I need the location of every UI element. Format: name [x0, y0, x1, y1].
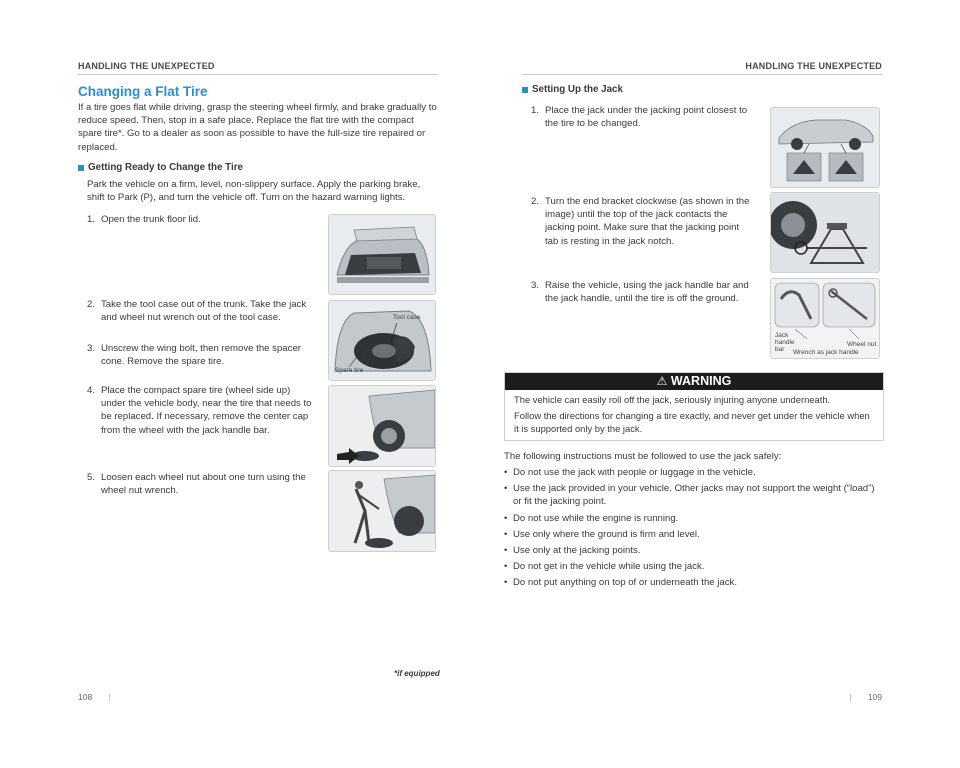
- list-item: • Do not use while the engine is running.: [504, 512, 679, 524]
- step-number: 3.: [531, 280, 540, 291]
- wheel-nut-label: Wheel nut: [847, 341, 877, 348]
- list-item: • Use only where the ground is firm and level.: [504, 528, 700, 540]
- wrench-label: Wrench as jack handle: [793, 349, 859, 356]
- list-item-text: Use the jack provided in your vehicle. Other jacks may not support the weight (“load”) or fit the jacking point.: [513, 483, 875, 508]
- warning-paragraph-2: Follow the directions for changing a tire exactly, and never get under the vehicle when it is supported only by the jack.: [514, 410, 870, 435]
- getting-ready-paragraph: Park the vehicle on a firm, level, non-slippery surface. Apply the parking brake, shift to Park (P), and turn the vehicle off. Turn on the hazard warning lights.: [87, 179, 421, 204]
- step-text: Unscrew the wing bolt, then remove the spacer cone. Remove the spare tire.: [101, 343, 301, 368]
- intro-paragraph: If a tire goes flat while driving, grasp the steering wheel firmly, and brake gradually to reduce speed. Then, stop in a safe place. Replace the flat tire with the compact spare tire*. Go to a dealer as soon as possible to have the full-size tire repaired or replaced.: [78, 102, 437, 153]
- right-running-header: HANDLING THE UNEXPECTED: [745, 61, 882, 71]
- list-item: • Do not put anything on top of or underneath the jack.: [504, 577, 738, 589]
- warning-box: [504, 372, 884, 441]
- place-spare-illustration: [328, 385, 436, 467]
- warning-text: [505, 390, 883, 436]
- jack-bracket-illustration: [770, 192, 880, 273]
- list-item: • Do not use the jack with people or luggage in the vehicle.: [504, 467, 756, 478]
- list-item: • Do not get in the vehicle while using the jack.: [504, 561, 705, 573]
- spare-tire-illustration: [328, 300, 436, 381]
- page-title: Changing a Flat Tire: [78, 84, 208, 99]
- list-item: • Use the jack provided in your vehicle. Other jacks may not support the weight (“load”) or fit the jacking point.: [504, 482, 880, 508]
- section-marker-icon: [522, 87, 528, 93]
- step-number: 2.: [87, 299, 96, 310]
- step-text: Open the trunk floor lid.: [101, 214, 201, 225]
- list-item: • Use only at the jacking points.: [504, 545, 641, 557]
- list-item-text: Use only at the jacking points.: [513, 545, 641, 557]
- section-marker-icon: [78, 165, 84, 171]
- step-text: Raise the vehicle, using the jack handle bar and the jack handle, until the tire is off the ground.: [545, 280, 749, 305]
- left-running-header: HANDLING THE UNEXPECTED: [78, 61, 215, 71]
- page-number-text: 108: [78, 692, 93, 702]
- jack-handle-bar-label: [775, 332, 795, 353]
- right-page-number: | 109: [849, 692, 882, 702]
- jacking-points-illustration: [770, 107, 880, 188]
- right-step-1: [531, 104, 753, 130]
- step-number: 1.: [531, 105, 540, 116]
- left-step-5: [87, 471, 312, 497]
- right-step-3: [531, 279, 753, 305]
- subheading-text: Getting Ready to Change the Tire: [88, 162, 243, 173]
- subheading-setting-up-jack: [522, 84, 623, 95]
- step-number: 1.: [87, 214, 96, 225]
- step-number: 4.: [87, 385, 96, 396]
- step-number: 2.: [531, 196, 540, 207]
- step-text: Turn the end bracket clockwise (as shown in the image) until the top of the jack contacts the jacking point. Make sure that the jacking point tab is resting in the jack notch.: [545, 196, 750, 247]
- trunk-open-illustration: [328, 214, 436, 295]
- step-text: Take the tool case out of the trunk. Take the jack and wheel nut wrench out of the tool case.: [101, 299, 307, 324]
- label-jack: Jack: [775, 332, 789, 339]
- step-text: Place the jack under the jacking point closest to the tire to be changed.: [545, 105, 748, 130]
- rules-list: [504, 466, 880, 593]
- jack-handle-illustration: [770, 278, 880, 359]
- left-step-2: [87, 298, 312, 324]
- spare-tire-label: Spare tire: [335, 367, 364, 374]
- left-page-number: 108 |: [78, 692, 111, 702]
- label-bar: bar: [775, 346, 785, 353]
- label-handle: handle: [775, 339, 795, 346]
- left-step-4: [87, 384, 312, 437]
- warning-title: WARNING: [670, 374, 732, 388]
- list-item-text: Use only where the ground is firm and level.: [513, 528, 700, 540]
- footnote: *if equipped: [394, 669, 440, 678]
- step-number: 5.: [87, 472, 96, 483]
- subheading-getting-ready: [78, 162, 243, 173]
- subheading-text: Setting Up the Jack: [532, 84, 623, 95]
- right-header-rule: [522, 74, 882, 75]
- left-header-rule: [78, 74, 438, 75]
- page-number-text: 109: [867, 692, 882, 702]
- loosen-nuts-illustration: [328, 470, 436, 552]
- warning-header: [505, 373, 883, 390]
- rules-intro: The following instructions must be followed to use the jack safely:: [504, 451, 782, 462]
- step-number: 3.: [87, 343, 96, 354]
- left-step-3: [87, 342, 312, 368]
- list-item-text: Do not put anything on top of or underneath the jack.: [513, 577, 738, 589]
- warning-triangle-icon: ⚠: [656, 374, 668, 388]
- list-item-text: Do not get in the vehicle while using the jack.: [513, 561, 705, 573]
- list-item-text: Do not use the jack with people or luggage in the vehicle.: [513, 467, 756, 478]
- tool-case-label: Tool case: [393, 314, 421, 321]
- list-item-text: Do not use while the engine is running.: [513, 512, 679, 524]
- step-text: Place the compact spare tire (wheel side up) under the vehicle body, near the tire that needs to be replaced. If necessary, remove the center cap from the wheel with the jack handle bar.: [101, 385, 312, 436]
- warning-paragraph-1: The vehicle can easily roll off the jack, seriously injuring anyone underneath.: [514, 394, 831, 405]
- right-step-2: [531, 195, 753, 248]
- left-step-1: [87, 213, 312, 226]
- step-text: Loosen each wheel nut about one turn using the wheel nut wrench.: [101, 472, 306, 497]
